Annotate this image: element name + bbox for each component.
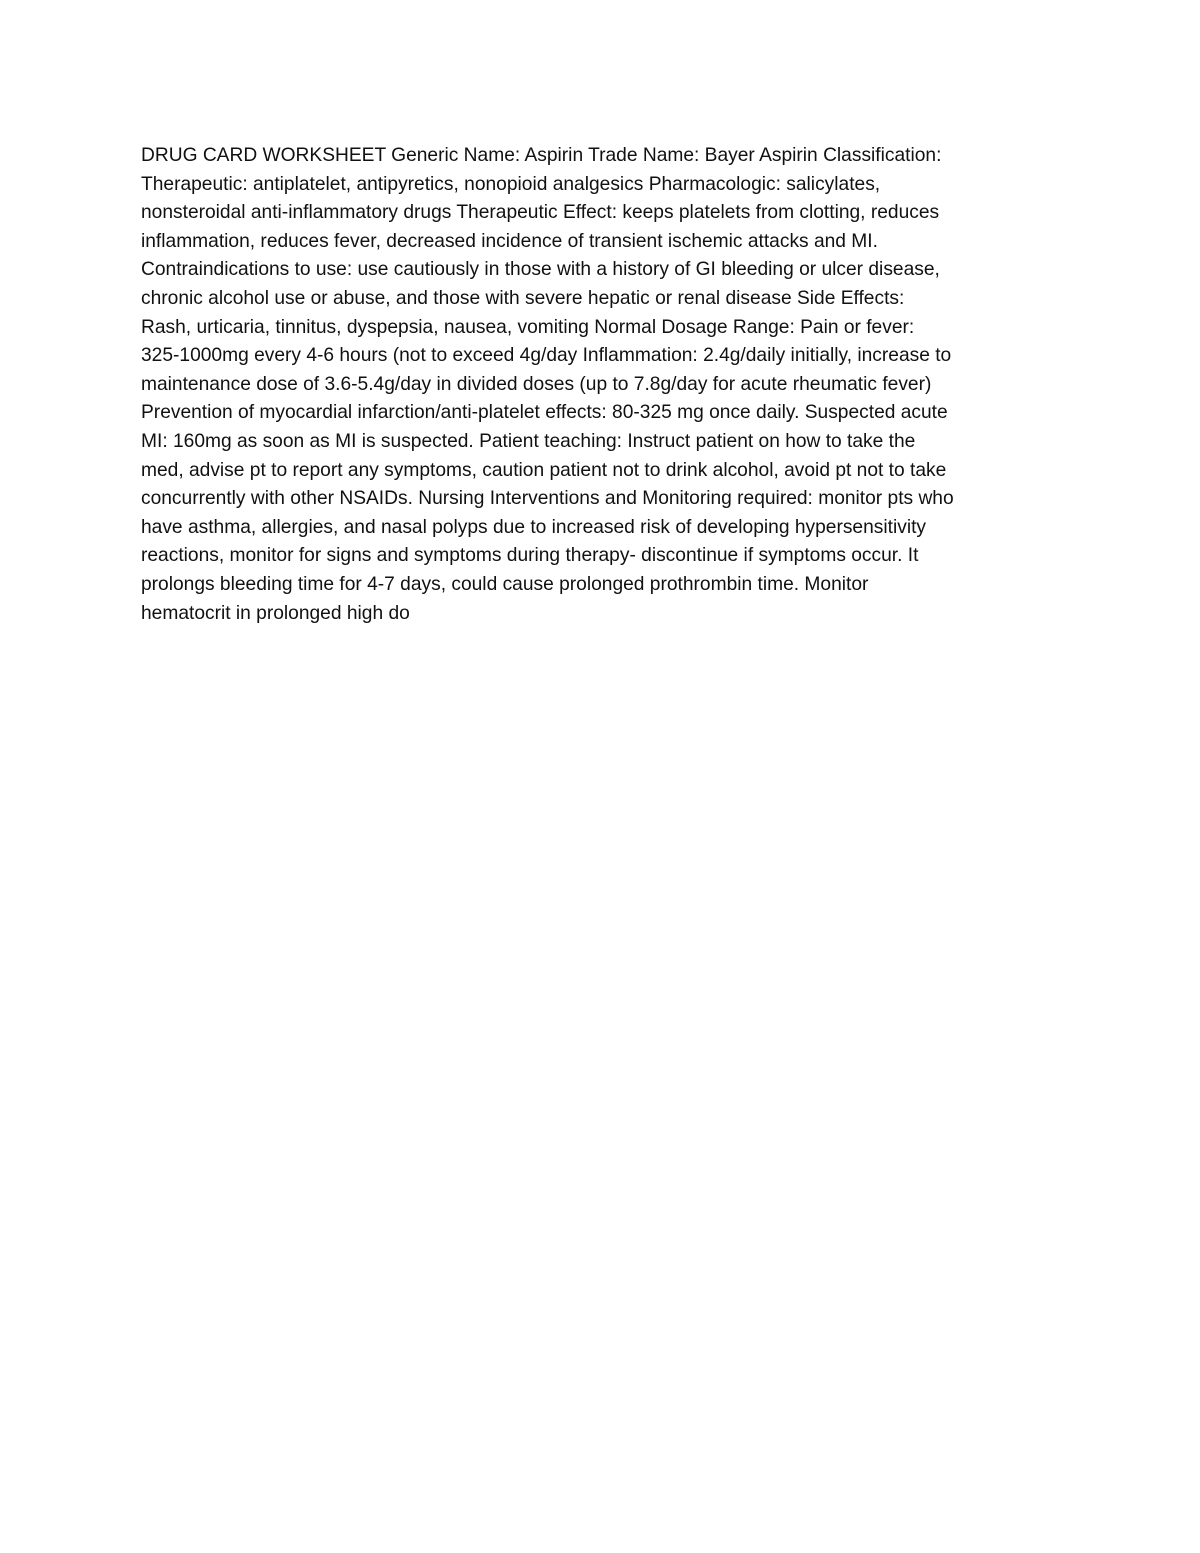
drug-card-text [141,142,1066,628]
text-line: inflammation, reduces fever, decreased incidence of transient ischemic attacks and MI. [141,230,878,252]
text-line: med, advise pt to report any symptoms, caution patient not to drink alcohol, avoid pt not to take [141,459,947,481]
text-line: 325-1000mg every 4-6 hours (not to exceed 4g/day Inflammation: 2.4g/daily initially, increase to [141,345,952,367]
text-line: MI: 160mg as soon as MI is suspected. Patient teaching: Instruct patient on how to take the [141,430,916,452]
text-line: Rash, urticaria, tinnitus, dyspepsia, nausea, vomiting Normal Dosage Range: Pain or fever: [141,316,915,338]
text-line: DRUG CARD WORKSHEET Generic Name: Aspirin Trade Name: Bayer Aspirin Classification: [141,145,942,166]
text-line: reactions, monitor for signs and symptoms during therapy- discontinue if symptoms occur. It [141,545,919,567]
text-line: nonsteroidal anti-inflammatory drugs Therapeutic Effect: keeps platelets from clotting, reduces [141,202,940,224]
text-line: chronic alcohol use or abuse, and those with severe hepatic or renal disease Side Effects: [141,287,905,309]
text-line: have asthma, allergies, and nasal polyps due to increased risk of developing hypersensitivity [141,516,927,538]
text-line: prolongs bleeding time for 4-7 days, could cause prolonged prothrombin time. Monitor [141,573,869,595]
text-line: maintenance dose of 3.6-5.4g/day in divided doses (up to 7.8g/day for acute rheumatic fever) [141,373,932,395]
text-line: Contraindications to use: use cautiously in those with a history of GI bleeding or ulcer disease, [141,259,940,281]
text-line: Prevention of myocardial infarction/anti-platelet effects: 80-325 mg once daily. Suspected acute [141,402,948,424]
text-line: Therapeutic: antiplatelet, antipyretics, nonopioid analgesics Pharmacologic: salicylates, [141,173,881,195]
text-line: hematocrit in prolonged high do [141,602,410,624]
text-line: concurrently with other NSAIDs. Nursing Interventions and Monitoring required: monitor pts who [141,488,954,510]
